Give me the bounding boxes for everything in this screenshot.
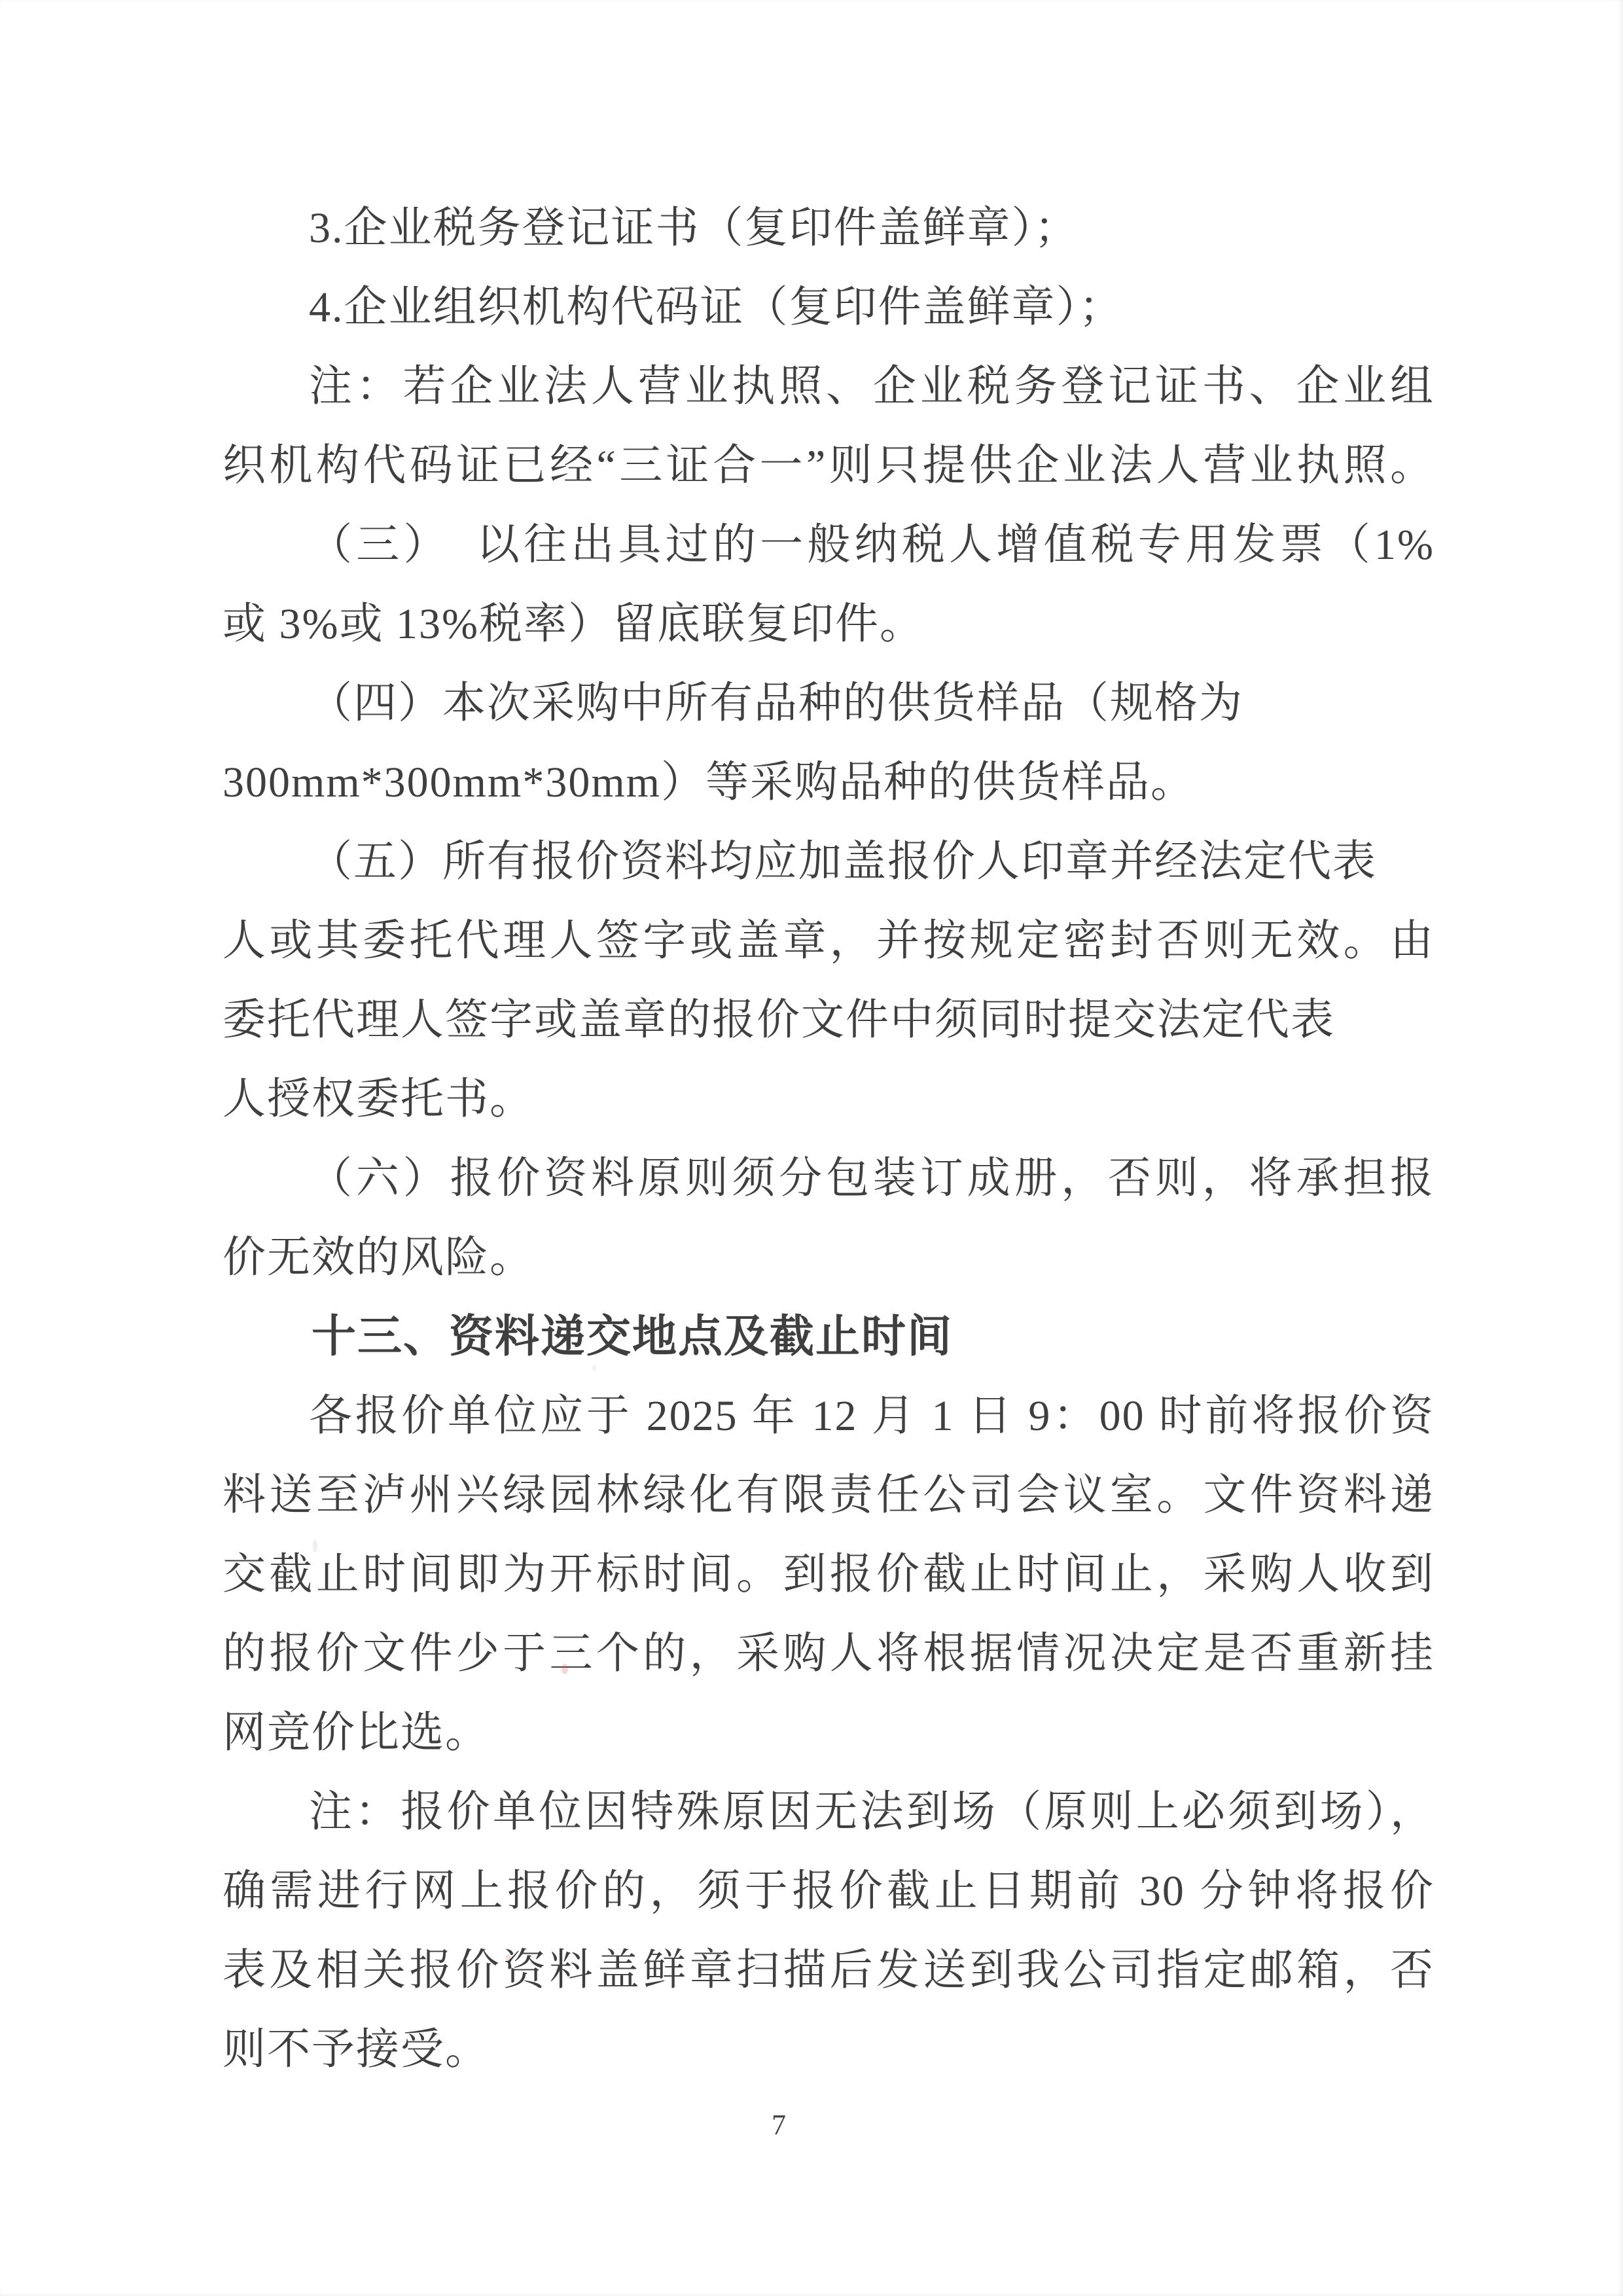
text-line: 300mm*300mm*30mm）等采购品种的供货样品。	[223, 759, 1196, 806]
text-line: 委托代理人签字或盖章的报价文件中须同时提交法定代表	[223, 996, 1335, 1044]
text-line: 织机构代码证已经“三证合一”则只提供企业法人营业执照。	[223, 442, 1435, 490]
text-line: 交截止时间即为开标时间。到报价截止时间止，采购人收到	[223, 1551, 1435, 1598]
text-line: 的报价文件少于三个的，采购人将根据情况决定是否重新挂	[223, 1630, 1435, 1677]
text-line: （六）报价资料原则须分包装订成册，否则，将承担报	[309, 1155, 1435, 1202]
section-heading: 十三、资料递交地点及截止时间	[312, 1312, 954, 1361]
text-line: 人授权委托书。	[223, 1075, 534, 1123]
text-line: 4.企业组织机构代码证（复印件盖鲜章）；	[309, 283, 1124, 331]
text-line: 则不予接受。	[223, 2026, 490, 2073]
text-line: （四）本次采购中所有品种的供货样品（规格为	[309, 679, 1243, 727]
text-line: 价无效的风险。	[223, 1234, 534, 1282]
page-number: 7	[772, 2109, 786, 2141]
text-line: （五）所有报价资料均应加盖报价人印章并经法定代表	[309, 838, 1377, 886]
document-body	[223, 188, 1435, 2089]
text-line: 表及相关报价资料盖鲜章扫描后发送到我公司指定邮箱，否	[223, 1946, 1435, 1994]
text-line: 确需进行网上报价的，须于报价截止日期前 30 分钟将报价	[223, 1867, 1435, 1915]
text-line: 注：报价单位因特殊原因无法到场（原则上必须到场），	[309, 1788, 1435, 1836]
text-line: 3.企业税务登记证书（复印件盖鲜章）；	[309, 204, 1079, 252]
text-line: 注：若企业法人营业执照、企业税务登记证书、企业组	[309, 363, 1435, 410]
text-line: 或 3%或 13%税率）留底联复印件。	[223, 600, 924, 648]
text-line: 人或其委托代理人签字或盖章，并按规定密封否则无效。由	[223, 917, 1435, 965]
text-line: 料送至泸州兴绿园林绿化有限责任公司会议室。文件资料递	[223, 1471, 1435, 1519]
text-line: （三） 以往出具过的一般纳税人增值税专用发票（1%	[309, 521, 1435, 569]
text-line: 网竞价比选。	[223, 1709, 490, 1757]
text-line: 各报价单位应于 2025 年 12 月 1 日 9：00 时前将报价资	[309, 1392, 1435, 1440]
